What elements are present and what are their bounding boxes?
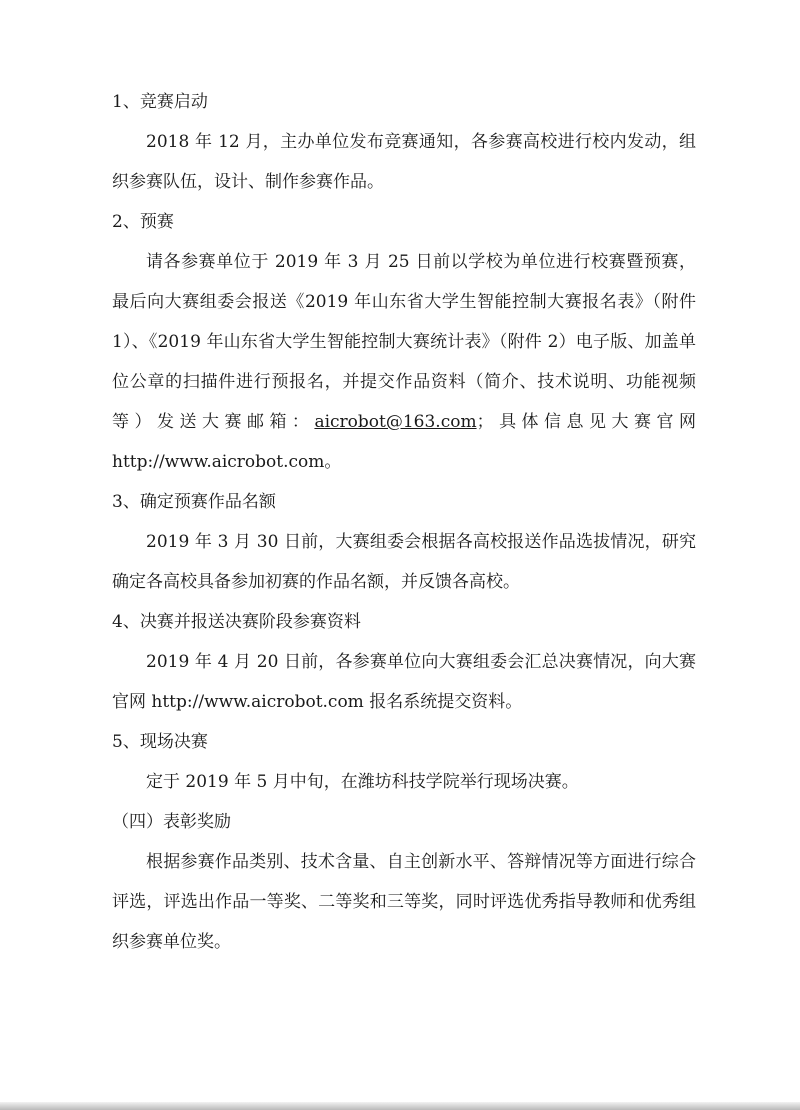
paragraph-onsite-final: 定于 2019 年 5 月中旬，在潍坊科技学院举行现场决赛。 [146, 772, 579, 792]
preliminary-text-before-email: 请各参赛单位于 2019 年 3 月 25 日前以学校为单位进行校赛暨预赛，最后向大赛组委会报送《2019 年山东省大学生智能控制大赛报名表》（附件 1）、《2019 年山东省大学生智能控制大赛统计表》（附件 2）电子版、加盖单位公章的扫描件进行预报名，并提交作品资料（简介、技术说明、功能视频等）发送大赛邮箱： [112, 252, 696, 432]
section-heading-preliminary: 2、预赛 [112, 212, 174, 232]
contest-email-link[interactable]: aicrobot@163.com [314, 412, 477, 432]
preliminary-text-after-email: ；具体信息见大赛官网 http://www.aicrobot.com。 [112, 412, 697, 472]
paragraph-competition-launch: 2018 年 12 月，主办单位发布竞赛通知，各参赛高校进行校内发动，组织参赛队伍，设计、制作参赛作品。 [112, 132, 696, 192]
document-body [112, 82, 696, 962]
paragraph-preliminary [112, 242, 696, 482]
section-heading-onsite-final: 5、现场决赛 [112, 732, 208, 752]
paragraph-awards: 根据参赛作品类别、技术含量、自主创新水平、答辩情况等方面进行综合评选，评选出作品一等奖、二等奖和三等奖，同时评选优秀指导教师和优秀组织参赛单位奖。 [112, 852, 696, 952]
paragraph-quota: 2019 年 3 月 30 日前，大赛组委会根据各高校报送作品选拔情况，研究确定各高校具备参加初赛的作品名额，并反馈各高校。 [112, 532, 696, 592]
paragraph-final-materials: 2019 年 4 月 20 日前，各参赛单位向大赛组委会汇总决赛情况，向大赛官网 http://www.aicrobot.com 报名系统提交资料。 [112, 652, 696, 712]
section-heading-competition-launch: 1、竞赛启动 [112, 92, 208, 112]
section-heading-final-materials: 4、决赛并报送决赛阶段参赛资料 [112, 612, 361, 632]
section-heading-awards: （四）表彰奖励 [112, 812, 231, 832]
scan-bottom-edge [0, 1102, 800, 1110]
section-heading-quota: 3、确定预赛作品名额 [112, 492, 276, 512]
